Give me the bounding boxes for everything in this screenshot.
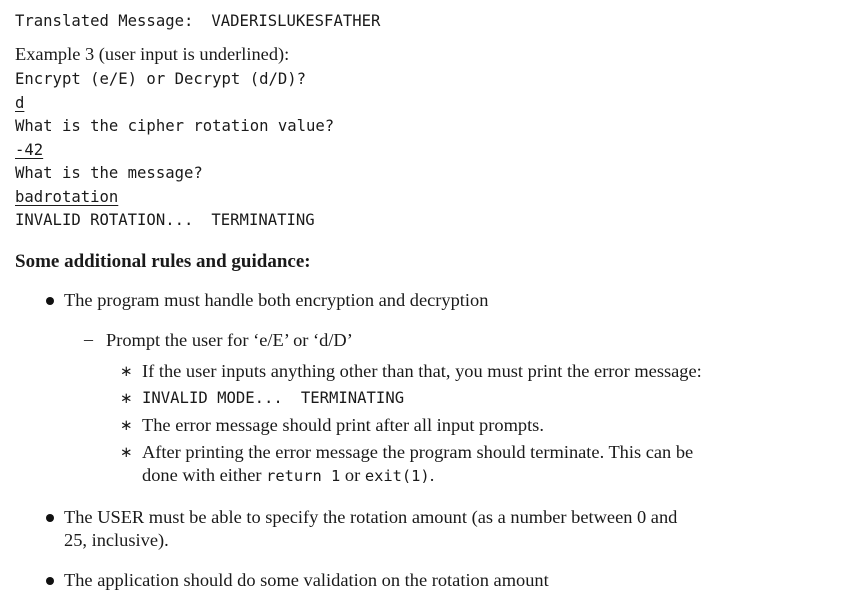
guidance-heading: Some additional rules and guidance: [15,251,311,272]
bullet-2-line2: 25, inclusive). [64,530,169,550]
translated-message-line [15,10,380,32]
prompt-mode: Encrypt (e/E) or Decrypt (d/D)? [15,70,307,88]
invalid-mode-left: INVALID MODE... [142,389,283,407]
bullet-dot-icon [46,514,54,522]
star-4-line1: After printing the error message the program should terminate. This can be [142,442,694,462]
star-4-end: . [429,465,435,485]
dash-icon: – [84,329,93,349]
star-4-pre: done with either [142,465,262,485]
input-rotation: -42 [15,141,44,159]
error-rotation-line [15,209,315,231]
input-message: badrotation [15,188,119,206]
asterisk-icon: ∗ [120,418,133,434]
bullet-1-text: The program must handle both encryption and decryption [64,290,489,310]
star-3-text: The error message should print after all input prompts. [142,415,544,435]
bullet-dot-icon [46,577,54,585]
translated-message-value: VADERISLUKESFATHER [211,12,381,30]
asterisk-icon: ∗ [120,364,133,380]
error-rotation-left: INVALID ROTATION... [15,211,194,229]
code-return: return 1 [266,467,341,485]
sub-1-text: Prompt the user for ‘e/E’ or ‘d/D’ [106,330,353,350]
error-rotation-right: TERMINATING [211,211,315,229]
star-4-line2 [142,464,434,487]
bullet-2-line1: The USER must be able to specify the rotation amount (as a number between 0 and [64,507,678,527]
star-1-text: If the user inputs anything other than that, you must print the error message: [142,361,702,381]
translated-message-label: Translated Message: [15,12,194,30]
star-2-line [142,387,404,409]
invalid-mode-right: TERMINATING [300,389,405,407]
asterisk-icon: ∗ [120,391,133,407]
bullet-dot-icon [46,297,54,305]
asterisk-icon: ∗ [120,445,133,461]
prompt-rotation: What is the cipher rotation value? [15,117,335,135]
bullet-3-text: The application should do some validation on the rotation amount [64,570,549,590]
input-mode: d [15,94,25,112]
example3-title: Example 3 (user input is underlined): [15,44,290,64]
prompt-message: What is the message? [15,164,203,182]
code-exit: exit(1) [364,467,430,485]
star-4-mid: or [344,465,361,485]
